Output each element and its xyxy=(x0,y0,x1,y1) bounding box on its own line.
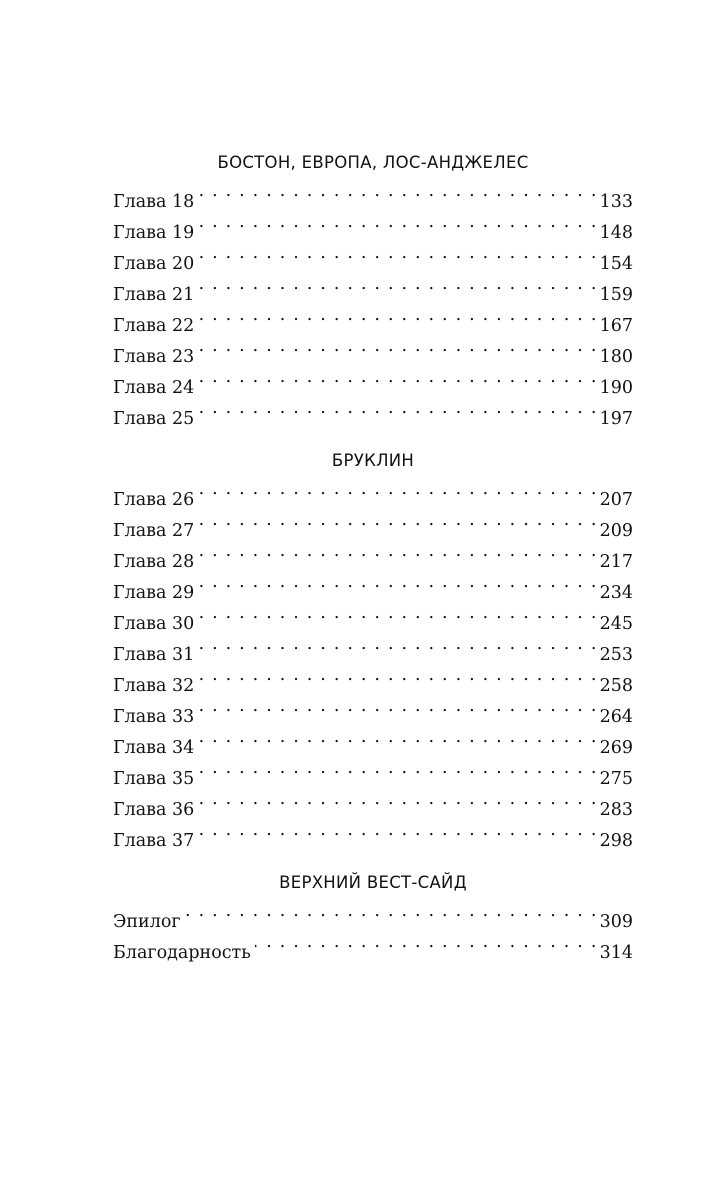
entry-page-number: 167 xyxy=(599,316,633,336)
toc-section-boston-europe-la xyxy=(113,145,633,429)
entry-label: Эпилог xyxy=(113,912,181,932)
toc-entry[interactable] xyxy=(113,474,633,510)
toc-entry[interactable] xyxy=(113,896,633,932)
entry-label: Глава 23 xyxy=(113,347,195,367)
dot-leader xyxy=(198,815,597,846)
entry-page-number: 197 xyxy=(599,409,633,429)
entry-page-number: 148 xyxy=(599,223,633,243)
entry-page-number: 309 xyxy=(599,912,633,932)
entry-label: Глава 27 xyxy=(113,521,195,541)
entry-label: Глава 30 xyxy=(113,614,195,634)
entry-page-number: 258 xyxy=(599,676,633,696)
entry-label: Глава 19 xyxy=(113,223,195,243)
entry-label: Глава 28 xyxy=(113,552,195,572)
entry-page-number: 133 xyxy=(599,192,633,212)
entry-label: Глава 26 xyxy=(113,490,195,510)
entry-page-number: 217 xyxy=(599,552,633,572)
dot-leader xyxy=(198,691,597,722)
entry-label: Глава 20 xyxy=(113,254,195,274)
section-title: БОСТОН, ЕВРОПА, ЛОС-АНДЖЕЛЕС xyxy=(217,153,529,172)
dot-leader xyxy=(198,784,597,815)
entry-label: Глава 24 xyxy=(113,378,195,398)
entry-page-number: 253 xyxy=(599,645,633,665)
entry-label: Глава 37 xyxy=(113,831,195,851)
section-title: ВЕРХНИЙ ВЕСТ-САЙД xyxy=(279,873,467,892)
dot-leader xyxy=(198,536,597,567)
dot-leader xyxy=(185,896,598,927)
dot-leader xyxy=(198,567,597,598)
dot-leader xyxy=(198,362,597,393)
dot-leader xyxy=(198,660,597,691)
dot-leader xyxy=(198,331,597,362)
entry-page-number: 154 xyxy=(599,254,633,274)
entry-page-number: 180 xyxy=(599,347,633,367)
dot-leader xyxy=(198,176,597,207)
entry-label: Глава 33 xyxy=(113,707,195,727)
entry-label: Глава 25 xyxy=(113,409,195,429)
dot-leader xyxy=(198,393,597,424)
toc-section-upper-west-side xyxy=(113,865,633,963)
dot-leader xyxy=(198,505,597,536)
entry-page-number: 159 xyxy=(599,285,633,305)
dot-leader xyxy=(198,598,597,629)
dot-leader xyxy=(255,927,598,958)
dot-leader xyxy=(198,300,597,331)
entry-page-number: 283 xyxy=(599,800,633,820)
entry-page-number: 314 xyxy=(599,943,633,963)
entry-label: Глава 35 xyxy=(113,769,195,789)
dot-leader xyxy=(198,474,597,505)
entry-page-number: 234 xyxy=(599,583,633,603)
section-title: БРУКЛИН xyxy=(331,451,415,470)
dot-leader xyxy=(198,629,597,660)
entry-label: Глава 29 xyxy=(113,583,195,603)
dot-leader xyxy=(198,269,597,300)
dot-leader xyxy=(198,753,597,784)
entry-label: Глава 34 xyxy=(113,738,195,758)
entry-label: Глава 18 xyxy=(113,192,195,212)
entry-label: Глава 31 xyxy=(113,645,195,665)
entry-label: Глава 22 xyxy=(113,316,195,336)
entry-page-number: 245 xyxy=(599,614,633,634)
entry-label: Глава 21 xyxy=(113,285,195,305)
toc-section-brooklyn xyxy=(113,443,633,851)
entry-page-number: 298 xyxy=(599,831,633,851)
table-of-contents xyxy=(113,145,633,963)
entry-page-number: 275 xyxy=(599,769,633,789)
entry-page-number: 269 xyxy=(599,738,633,758)
dot-leader xyxy=(198,238,597,269)
entry-label: Глава 32 xyxy=(113,676,195,696)
dot-leader xyxy=(198,722,597,753)
entry-label: Благодарность xyxy=(113,943,251,963)
toc-entry[interactable] xyxy=(113,927,633,963)
entry-page-number: 190 xyxy=(599,378,633,398)
entry-label: Глава 36 xyxy=(113,800,195,820)
entry-page-number: 207 xyxy=(599,490,633,510)
toc-entry[interactable] xyxy=(113,176,633,212)
entry-page-number: 264 xyxy=(599,707,633,727)
entry-page-number: 209 xyxy=(599,521,633,541)
dot-leader xyxy=(198,207,597,238)
